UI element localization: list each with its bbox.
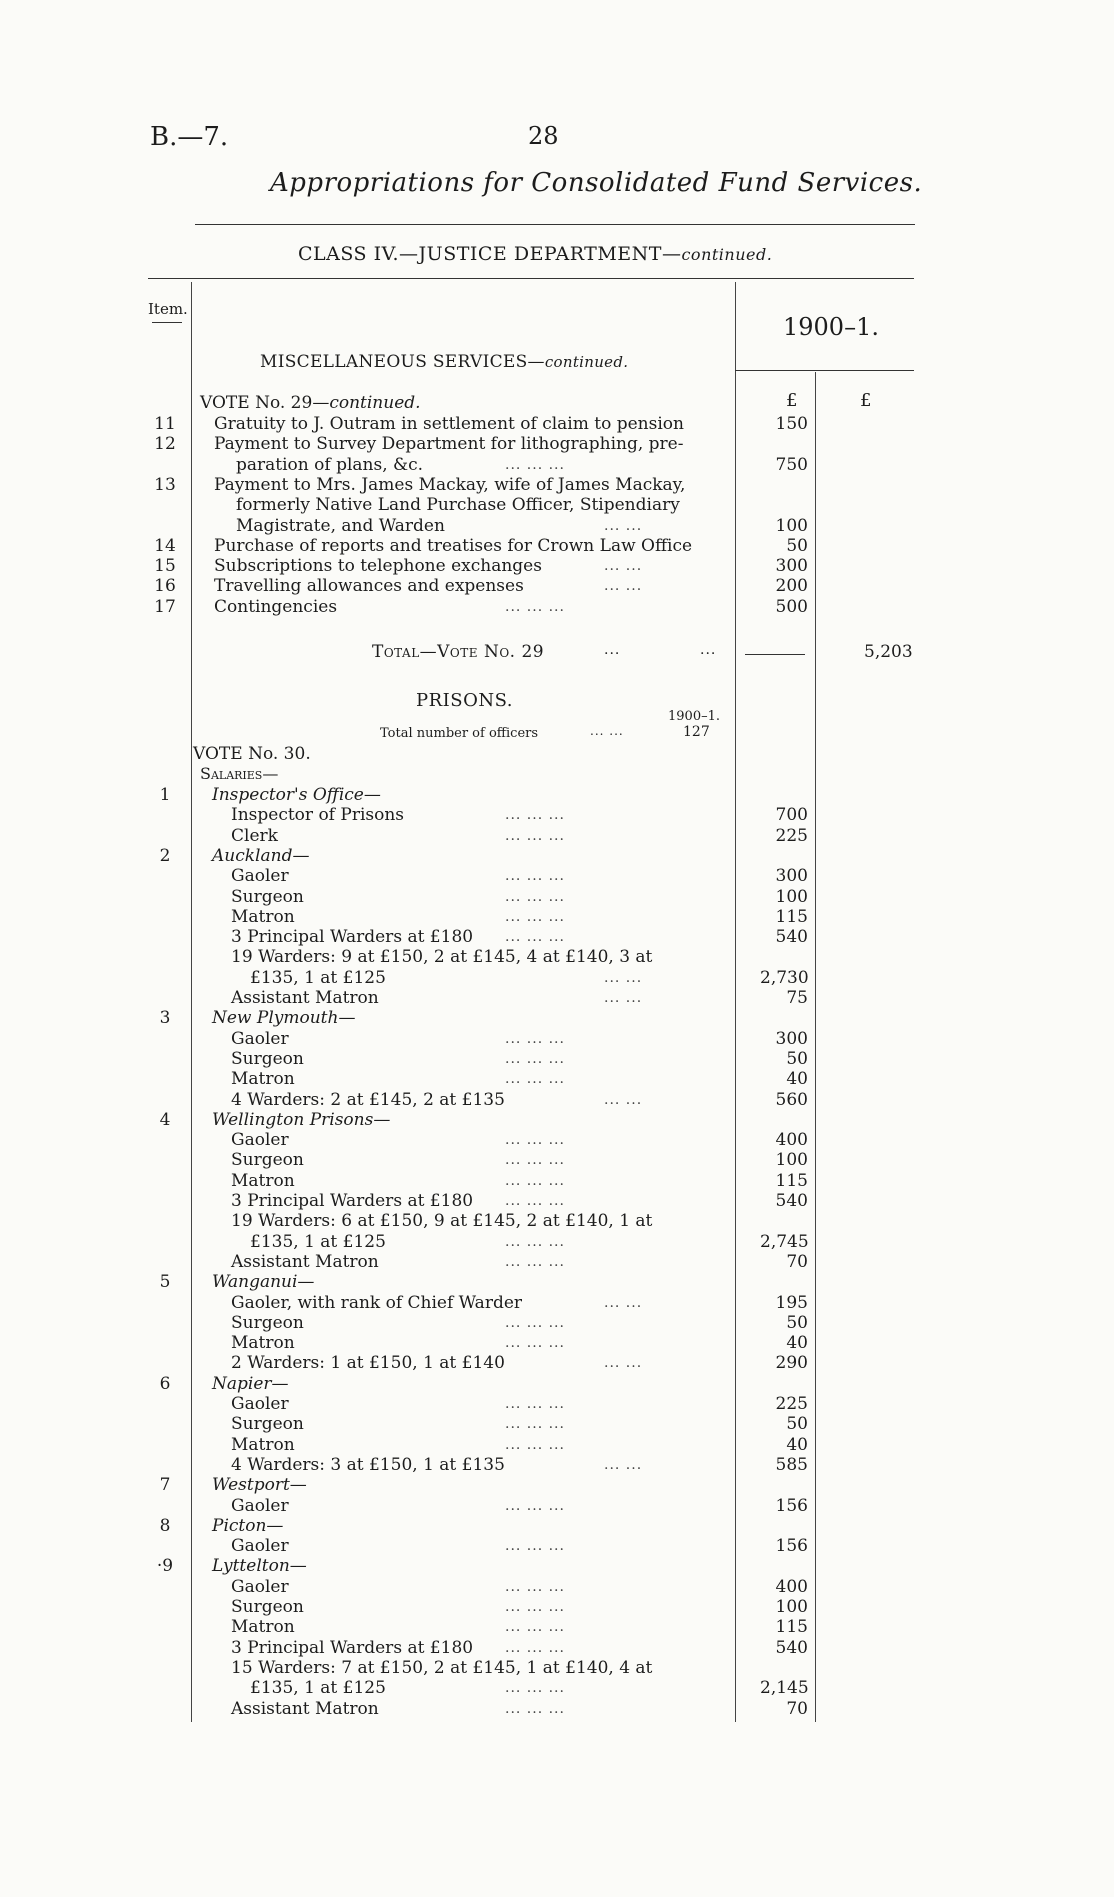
item-amount: 2,745 (760, 1231, 809, 1252)
item-amount: 100 (775, 1150, 808, 1171)
table-row (0, 927, 1114, 947)
table-row (0, 866, 1114, 886)
table-row (0, 597, 1114, 617)
vote-29-total-dots-1: ... (604, 642, 621, 658)
item-amount: 200 (775, 576, 808, 597)
table-row (0, 826, 1114, 846)
table-row (0, 1008, 1114, 1028)
table-row (0, 556, 1114, 576)
item-description: formerly Native Land Purchase Officer, Stipendiary (236, 495, 680, 516)
item-description: Gaoler (231, 1028, 289, 1049)
table-row (0, 1272, 1114, 1292)
item-amount: 50 (786, 1048, 808, 1069)
item-number: 13 (154, 474, 176, 495)
item-amount: 540 (775, 927, 808, 948)
item-number: ·9 (156, 1556, 174, 1577)
leader-dots: ... ... ... (505, 1335, 565, 1352)
leader-dots: ... ... ... (505, 807, 565, 824)
item-number: 12 (154, 434, 176, 455)
leader-dots: ... ... ... (505, 827, 565, 844)
table-row (0, 1232, 1114, 1252)
table-row (0, 434, 1114, 454)
item-number: 17 (154, 596, 176, 617)
table-row (0, 1414, 1114, 1434)
table-row (0, 475, 1114, 495)
leader-dots: ... ... ... (505, 598, 565, 615)
table-row (0, 495, 1114, 515)
item-amount: 225 (775, 1394, 808, 1414)
item-number: 7 (159, 1475, 171, 1496)
table-row (0, 805, 1114, 825)
item-amount: 115 (775, 1617, 808, 1638)
item-description: 3 Principal Warders at £180 (231, 1637, 474, 1658)
table-row (0, 1110, 1114, 1130)
leader-dots: ... ... ... (505, 1233, 565, 1250)
table-row (0, 1333, 1114, 1353)
vote-30-label: VOTE No. 30. (193, 744, 311, 764)
item-amount: 75 (786, 988, 808, 1008)
item-description: £135, 1 at £125 (250, 967, 386, 988)
leader-dots: ... ... ... (505, 908, 565, 925)
item-description: 4 Warders: 2 at £145, 2 at £135 (231, 1089, 505, 1110)
pound-sign-amount: £ (786, 390, 798, 411)
leader-dots: ... ... ... (505, 1599, 565, 1615)
item-description: 3 Principal Warders at £180 (231, 927, 474, 948)
table-row (0, 1516, 1114, 1536)
item-amount: 100 (775, 1597, 808, 1617)
table-row (0, 1029, 1114, 1049)
item-number: 15 (154, 556, 176, 577)
item-description: Payment to Survey Department for lithographing, pre- (214, 434, 684, 455)
leader-dots: ... ... (604, 1456, 643, 1473)
item-number: 5 (159, 1272, 171, 1293)
table-row (0, 1252, 1114, 1272)
leader-dots: ... ... ... (505, 1497, 565, 1514)
item-description: 19 Warders: 9 at £150, 2 at £145, 4 at £140, 3 at (231, 947, 653, 968)
item-description: Matron (231, 906, 295, 927)
item-description: Surgeon (231, 886, 304, 907)
misc-heading-main: MISCELLANEOUS SERVICES— (260, 352, 545, 372)
page-reference: B.—7. (150, 122, 229, 152)
item-amount: 2,145 (760, 1678, 809, 1699)
vote-29-label-cont: continued. (329, 393, 421, 413)
leader-dots: ... ... ... (505, 1416, 565, 1433)
table-row (0, 536, 1114, 556)
item-description: Assistant Matron (231, 1698, 379, 1719)
leader-dots: ... ... ... (505, 1253, 565, 1270)
table-row (0, 1150, 1114, 1170)
item-number: 2 (159, 845, 171, 866)
item-label-rule (152, 322, 182, 323)
leader-dots: ... ... ... (505, 1538, 565, 1555)
leader-dots: ... ... ... (505, 1152, 565, 1169)
table-row (0, 1617, 1114, 1637)
item-description: Gaoler (231, 1130, 289, 1151)
item-description: Surgeon (231, 1597, 304, 1617)
item-amount: 115 (775, 906, 808, 927)
item-amount: 700 (775, 805, 808, 826)
table-row (0, 846, 1114, 866)
table-row (0, 1455, 1114, 1475)
item-amount: 300 (775, 866, 808, 887)
item-description: Westport— (212, 1475, 307, 1496)
table-row (0, 1597, 1114, 1617)
officers-year-label: 1900–1. (668, 709, 720, 724)
item-amount: 225 (775, 825, 808, 846)
item-amount: 100 (775, 886, 808, 907)
item-description: Picton— (212, 1515, 284, 1536)
year-column-heading: 1900–1. (783, 313, 879, 341)
item-description: Gaoler, with rank of Chief Warder (231, 1292, 523, 1313)
table-row (0, 576, 1114, 596)
item-description: Matron (231, 1434, 295, 1455)
prisons-heading: PRISONS. (416, 690, 514, 711)
leader-dots: ... ... ... (505, 456, 565, 473)
table-row (0, 968, 1114, 988)
table-row (0, 988, 1114, 1008)
year-rule (735, 370, 914, 371)
item-number: 1 (159, 785, 171, 805)
salaries-label: Salaries— (200, 764, 279, 783)
item-description: 4 Warders: 3 at £150, 1 at £135 (231, 1454, 505, 1475)
table-row (0, 1049, 1114, 1069)
item-amount: 50 (786, 1312, 808, 1333)
leader-dots: ... ... ... (505, 1619, 565, 1636)
top-rule (195, 224, 915, 225)
item-description: Wellington Prisons— (212, 1109, 391, 1130)
table-row (0, 785, 1114, 805)
leader-dots: ... ... ... (505, 1680, 565, 1697)
vote-29-total-rule (745, 654, 805, 655)
leader-dots: ... ... ... (505, 1030, 565, 1047)
item-description: £135, 1 at £125 (250, 1231, 386, 1252)
item-description: 19 Warders: 6 at £150, 9 at £145, 2 at £140, 1 at (231, 1211, 653, 1232)
item-description: Assistant Matron (231, 988, 379, 1008)
class-heading-cont: continued. (681, 245, 773, 264)
leader-dots: ... ... ... (505, 1050, 565, 1067)
leader-dots: ... ... ... (505, 929, 565, 946)
table-row (0, 1130, 1114, 1150)
item-description: Inspector of Prisons (231, 805, 405, 826)
table-row (0, 1293, 1114, 1313)
item-description: Gaoler (231, 1576, 289, 1597)
table-row (0, 1435, 1114, 1455)
item-amount: 150 (775, 414, 808, 434)
item-amount: 50 (786, 535, 808, 556)
leader-dots: ... ... (604, 990, 643, 1006)
table-row (0, 1374, 1114, 1394)
vote-29-total-amount: 5,203 (864, 642, 913, 662)
item-description: Subscriptions to telephone exchanges (214, 556, 542, 577)
table-row (0, 887, 1114, 907)
item-number: 4 (159, 1109, 171, 1130)
item-description: Matron (231, 1333, 295, 1354)
table-row (0, 1211, 1114, 1231)
item-amount: 540 (775, 1191, 808, 1211)
officers-label: Total number of officers (380, 726, 539, 741)
item-description: Inspector's Office— (212, 785, 381, 805)
item-amount: 290 (775, 1353, 808, 1374)
table-row (0, 907, 1114, 927)
table-row (0, 1638, 1114, 1658)
item-description: Gaoler (231, 1536, 289, 1557)
item-description: Matron (231, 1170, 295, 1191)
item-amount: 750 (775, 454, 808, 475)
leader-dots: ... ... ... (505, 1071, 565, 1088)
table-row (0, 1090, 1114, 1110)
header-rule (148, 278, 914, 279)
misc-services-heading (260, 352, 628, 372)
item-description: Gaoler (231, 866, 289, 887)
vote-29-label (200, 393, 421, 413)
item-description: Surgeon (231, 1414, 304, 1435)
item-column-label: Item. (148, 300, 188, 318)
table-row (0, 516, 1114, 536)
item-number: 11 (154, 414, 176, 434)
table-row (0, 1313, 1114, 1333)
class-heading (298, 243, 772, 265)
item-amount: 40 (786, 1333, 808, 1354)
item-amount: 195 (775, 1292, 808, 1313)
class-heading-main: CLASS IV.—JUSTICE DEPARTMENT— (298, 243, 682, 265)
item-amount: 400 (775, 1576, 808, 1597)
item-number: 14 (154, 535, 176, 556)
page-number: 28 (528, 122, 559, 150)
item-description: Contingencies (214, 596, 338, 617)
item-description: Purchase of reports and treatises for Crown Law Office (214, 535, 693, 556)
leader-dots: ... ... ... (505, 1193, 565, 1209)
table-row (0, 414, 1114, 434)
item-description: Clerk (231, 825, 278, 846)
item-description: Napier— (212, 1373, 289, 1394)
page-title: Appropriations for Consolidated Fund Services. (270, 168, 923, 198)
item-amount: 156 (775, 1536, 808, 1557)
item-amount: 300 (775, 1028, 808, 1049)
item-amount: 500 (775, 596, 808, 617)
item-amount: 40 (786, 1069, 808, 1090)
table-row (0, 455, 1114, 475)
leader-dots: ... ... (604, 1294, 643, 1311)
officers-count: 127 (683, 724, 710, 740)
leader-dots: ... ... ... (505, 868, 565, 885)
item-description: Lyttelton— (212, 1556, 307, 1577)
item-amount: 2,730 (760, 967, 809, 988)
table-row (0, 1658, 1114, 1678)
item-description: 2 Warders: 1 at £150, 1 at £140 (231, 1353, 505, 1374)
leader-dots: ... ... ... (505, 1700, 565, 1717)
misc-heading-cont: continued. (544, 353, 629, 371)
item-description: Payment to Mrs. James Mackay, wife of James Mackay, (214, 474, 686, 495)
item-description: Surgeon (231, 1048, 304, 1069)
item-description: Magistrate, and Warden (236, 515, 445, 536)
item-amount: 400 (775, 1130, 808, 1151)
item-description: Surgeon (231, 1150, 304, 1171)
table-row (0, 1496, 1114, 1516)
item-description: Gaoler (231, 1495, 289, 1516)
item-description: Auckland— (212, 845, 310, 866)
item-description: Gratuity to J. Outram in settlement of claim to pension (214, 414, 684, 434)
officers-dots: ... ... (590, 724, 624, 738)
leader-dots: ... ... ... (505, 1396, 565, 1412)
item-description: New Plymouth— (212, 1008, 356, 1029)
item-description: Assistant Matron (231, 1251, 379, 1272)
item-amount: 156 (775, 1495, 808, 1516)
table-row (0, 1536, 1114, 1556)
item-description: £135, 1 at £125 (250, 1678, 386, 1699)
leader-dots: ... ... (604, 969, 643, 986)
leader-dots: ... ... (604, 517, 643, 534)
item-amount: 50 (786, 1414, 808, 1435)
leader-dots: ... ... ... (505, 888, 565, 905)
item-description: 3 Principal Warders at £180 (231, 1191, 474, 1211)
table-row (0, 1678, 1114, 1698)
leader-dots: ... ... (604, 558, 643, 575)
leader-dots: ... ... (604, 578, 643, 595)
item-number: 8 (159, 1515, 171, 1536)
table-row (0, 1171, 1114, 1191)
leader-dots: ... ... ... (505, 1172, 565, 1189)
vote-29-total-dots-2: ... (700, 642, 717, 658)
item-description: 15 Warders: 7 at £150, 2 at £145, 1 at £140, 4 at (231, 1657, 653, 1678)
item-amount: 585 (775, 1454, 808, 1475)
item-number: 3 (159, 1008, 171, 1029)
item-description: Matron (231, 1069, 295, 1090)
item-amount: 540 (775, 1637, 808, 1658)
item-amount: 70 (786, 1698, 808, 1719)
table-row (0, 1353, 1114, 1373)
item-description: Matron (231, 1617, 295, 1638)
item-amount: 70 (786, 1251, 808, 1272)
leader-dots: ... ... ... (505, 1132, 565, 1149)
item-description: paration of plans, &c. (236, 454, 424, 475)
leader-dots: ... ... ... (505, 1314, 565, 1331)
leader-dots: ... ... ... (505, 1639, 565, 1656)
item-amount: 115 (775, 1170, 808, 1191)
leader-dots: ... ... ... (505, 1578, 565, 1595)
item-amount: 560 (775, 1089, 808, 1110)
pound-sign-total: £ (860, 390, 872, 411)
table-row (0, 1069, 1114, 1089)
item-description: Wanganui— (212, 1272, 315, 1293)
table-row (0, 1577, 1114, 1597)
item-description: Travelling allowances and expenses (214, 576, 524, 597)
leader-dots: ... ... (604, 1091, 643, 1108)
leader-dots: ... ... ... (505, 1436, 565, 1453)
table-row (0, 1394, 1114, 1414)
leader-dots: ... ... (604, 1355, 643, 1372)
item-amount: 300 (775, 556, 808, 577)
item-number: 6 (159, 1373, 171, 1394)
table-row (0, 1556, 1114, 1576)
item-description: Surgeon (231, 1312, 304, 1333)
vote-29-label-main: VOTE No. 29— (200, 393, 330, 413)
item-description: Gaoler (231, 1394, 289, 1414)
table-row (0, 947, 1114, 967)
table-row (0, 1475, 1114, 1495)
item-amount: 40 (786, 1434, 808, 1455)
table-row (0, 1699, 1114, 1719)
table-row (0, 1191, 1114, 1211)
item-amount: 100 (775, 515, 808, 536)
vote-29-total-label: Total—Vote No. 29 (372, 642, 545, 662)
item-number: 16 (154, 576, 176, 597)
